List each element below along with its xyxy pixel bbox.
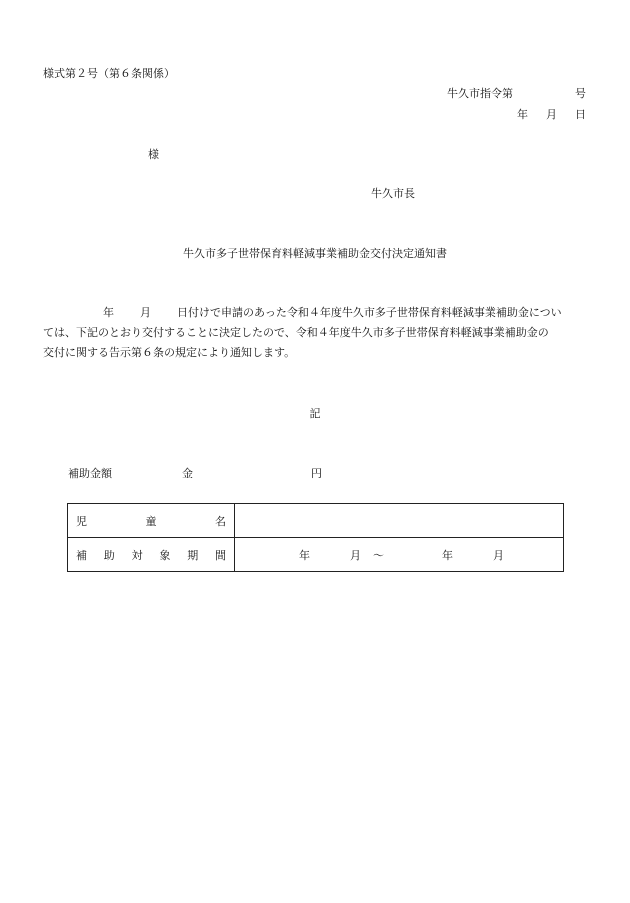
reference-number-line [447,87,586,101]
child-name-label-char-1: 児 [76,514,87,528]
period-start-month: 月 [350,548,361,562]
subsidy-period-label [68,538,235,572]
amount-prefix: 金 [182,467,193,480]
child-name-label-char-3: 名 [215,514,226,528]
notice-body-line-3: 交付に関する告示第６条の規定により通知します。 [43,346,296,359]
period-end-month: 月 [493,548,504,562]
period-end-year: 年 [442,548,453,562]
amount-unit: 円 [311,467,322,480]
notice-body-line-2: ては、下記のとおり交付することに決定したので、令和４年度牛久市多子世帯保育料軽減事業補助金の [43,326,549,339]
subsidy-period-row [68,538,564,572]
body-line1-text: 日付けで申請のあった令和４年度牛久市多子世帯保育料軽減事業補助金につい [177,306,562,319]
child-name-label-char-2: 童 [145,514,157,528]
period-tilde: ～ [373,548,384,562]
period-label-char-5: 期 [187,548,199,562]
period-label-char-1: 補 [76,548,87,562]
issue-date-day: 日 [575,108,586,121]
period-label-char-2: 助 [103,548,115,562]
child-name-row [68,504,564,538]
subsidy-period-value [235,538,564,572]
details-table [67,503,564,572]
child-name-value [235,504,564,538]
body-month: 月 [140,306,151,319]
ki-heading: 記 [309,407,321,420]
notice-body-line-1 [43,303,591,323]
reference-suffix: 号 [575,87,586,100]
period-label-char-3: 対 [131,548,143,562]
period-label-char-4: 象 [159,548,171,562]
subsidy-amount-label: 補助金額 [68,467,112,480]
body-year: 年 [103,306,114,319]
period-label-char-6: 間 [214,548,226,562]
child-name-label [68,504,235,538]
document-title: 牛久市多子世帯保育料軽減事業補助金交付決定通知書 [183,247,447,260]
subsidy-amount-row [68,467,322,481]
period-start-year: 年 [299,548,310,562]
issue-date-line [517,108,586,122]
issue-date-month: 月 [546,108,557,121]
addressee-honorific: 様 [148,148,159,161]
issue-date-year: 年 [517,108,528,121]
sender-name: 牛久市長 [371,187,415,200]
form-identifier: 様式第２号（第６条関係） [43,67,175,80]
notice-body [43,303,591,363]
reference-prefix: 牛久市指令第 [447,87,513,100]
